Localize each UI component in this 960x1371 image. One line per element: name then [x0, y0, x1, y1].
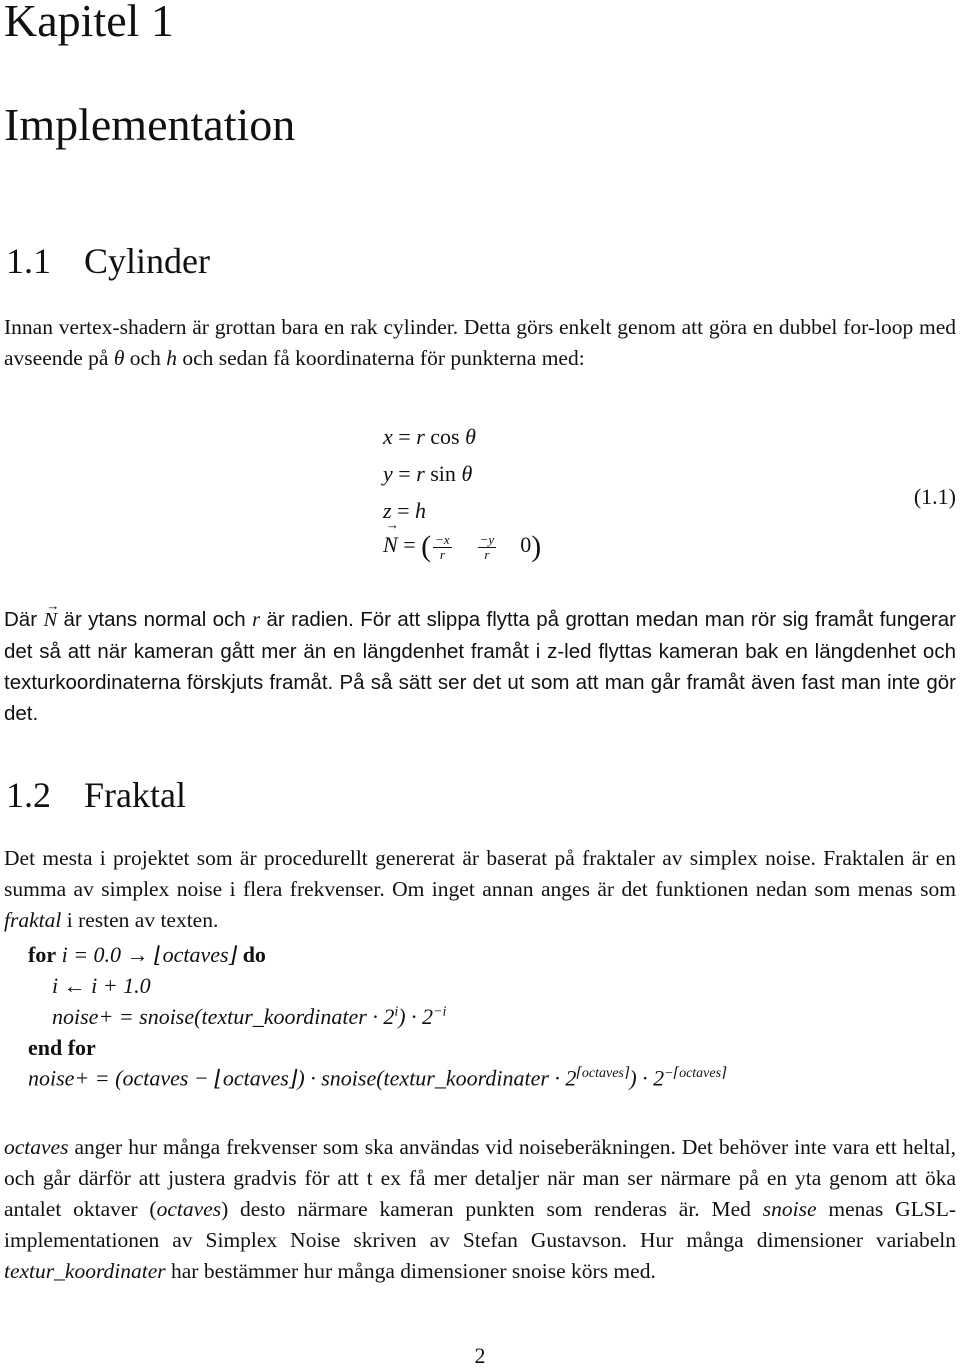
algo-line-remainder: noise+ = (octaves − ⌊octaves⌋) · snoise(textur_koordinater · $2^{⌈octaves⌉}) \cdot 2^{-⌈octaves⌉}$ — [28, 1065, 727, 1091]
algo-line-noise: noise+ = snoise(textur_koordinater · $2^i) \cdot 2^{-i}$ — [52, 1004, 447, 1029]
algo-line-for: for i = 0.0 → ⌊octaves⌋ do — [28, 942, 266, 967]
intro-paragraph — [4, 312, 956, 374]
page-number: 2 — [474, 1343, 486, 1368]
algo-line-endfor: end for — [28, 1035, 96, 1060]
intro-och: och — [129, 346, 161, 370]
section-number: 1.2 — [6, 775, 51, 815]
equation-x: x = r cos θ — [383, 424, 476, 449]
equation-y: y = r sin θ — [383, 461, 473, 486]
section-heading-cylinder — [6, 240, 210, 282]
intro-text: Innan vertex-shadern är grottan bara en rak cylinder. Detta görs enkelt genom att göra en dubbel for-loop med avseende på — [4, 315, 956, 370]
octaves-paragraph: octaves anger hur många frekvenser som ska användas vid noiseberäkningen. Det behöver inte vara ett heltal, och går därför att justera gradvis för att t ex få mer detaljer när man ser närmare på en yta genom att öka antalet oktaver (octaves) desto närmare kameran punkten som renderas är. Med snoise menas GLSL-implementationen av Simplex Noise skriven av Stefan Gustavson. Hur många dimensioner variabeln textur_koordinater har bestämmer hur många dimensioner snoise körs med. — [4, 1135, 957, 1283]
chapter-title: Implementation — [4, 99, 296, 150]
equation-z: z = h — [383, 498, 426, 523]
chapter-label: Kapitel 1 — [4, 0, 174, 46]
section-heading-fraktal — [6, 774, 186, 816]
section-title: Fraktal — [84, 775, 186, 815]
algo-line-increment: i ← i + 1.0 — [52, 973, 151, 998]
theta-symbol: θ — [113, 346, 125, 370]
h-symbol: h — [166, 346, 177, 370]
section-title: Cylinder — [84, 241, 210, 281]
normal-paragraph: Där → N är ytans normal och r är radien. För att slippa flytta på grottan medan man rör sig framåt fungerar det så att när kameran gått mer än en längdenhet framåt i z-led flyttas kameran bak en längdenhet och texturkoordinaterna förskjuts framåt. På så sätt ser det ut som att man går framåt även fast man inte gör det. — [4, 604, 956, 729]
equation-normal: → N = ( $\frac{-x}{r}$ $\frac{-y}{r}$ 0) — [383, 530, 541, 564]
intro-rest: och sedan få koordinaterna för punkterna med: — [182, 346, 585, 370]
equation-number: (1.1) — [913, 484, 956, 509]
fraktal-paragraph: Det mesta i projektet som är procedurellt genererat är baserat på fraktaler av simplex noise. Fraktalen är en summa av simplex noise i flera frekvenser. Om inget annan anges är det funktionen nedan som menas som fraktal i resten av texten. — [4, 846, 956, 932]
section-number: 1.1 — [6, 241, 51, 281]
